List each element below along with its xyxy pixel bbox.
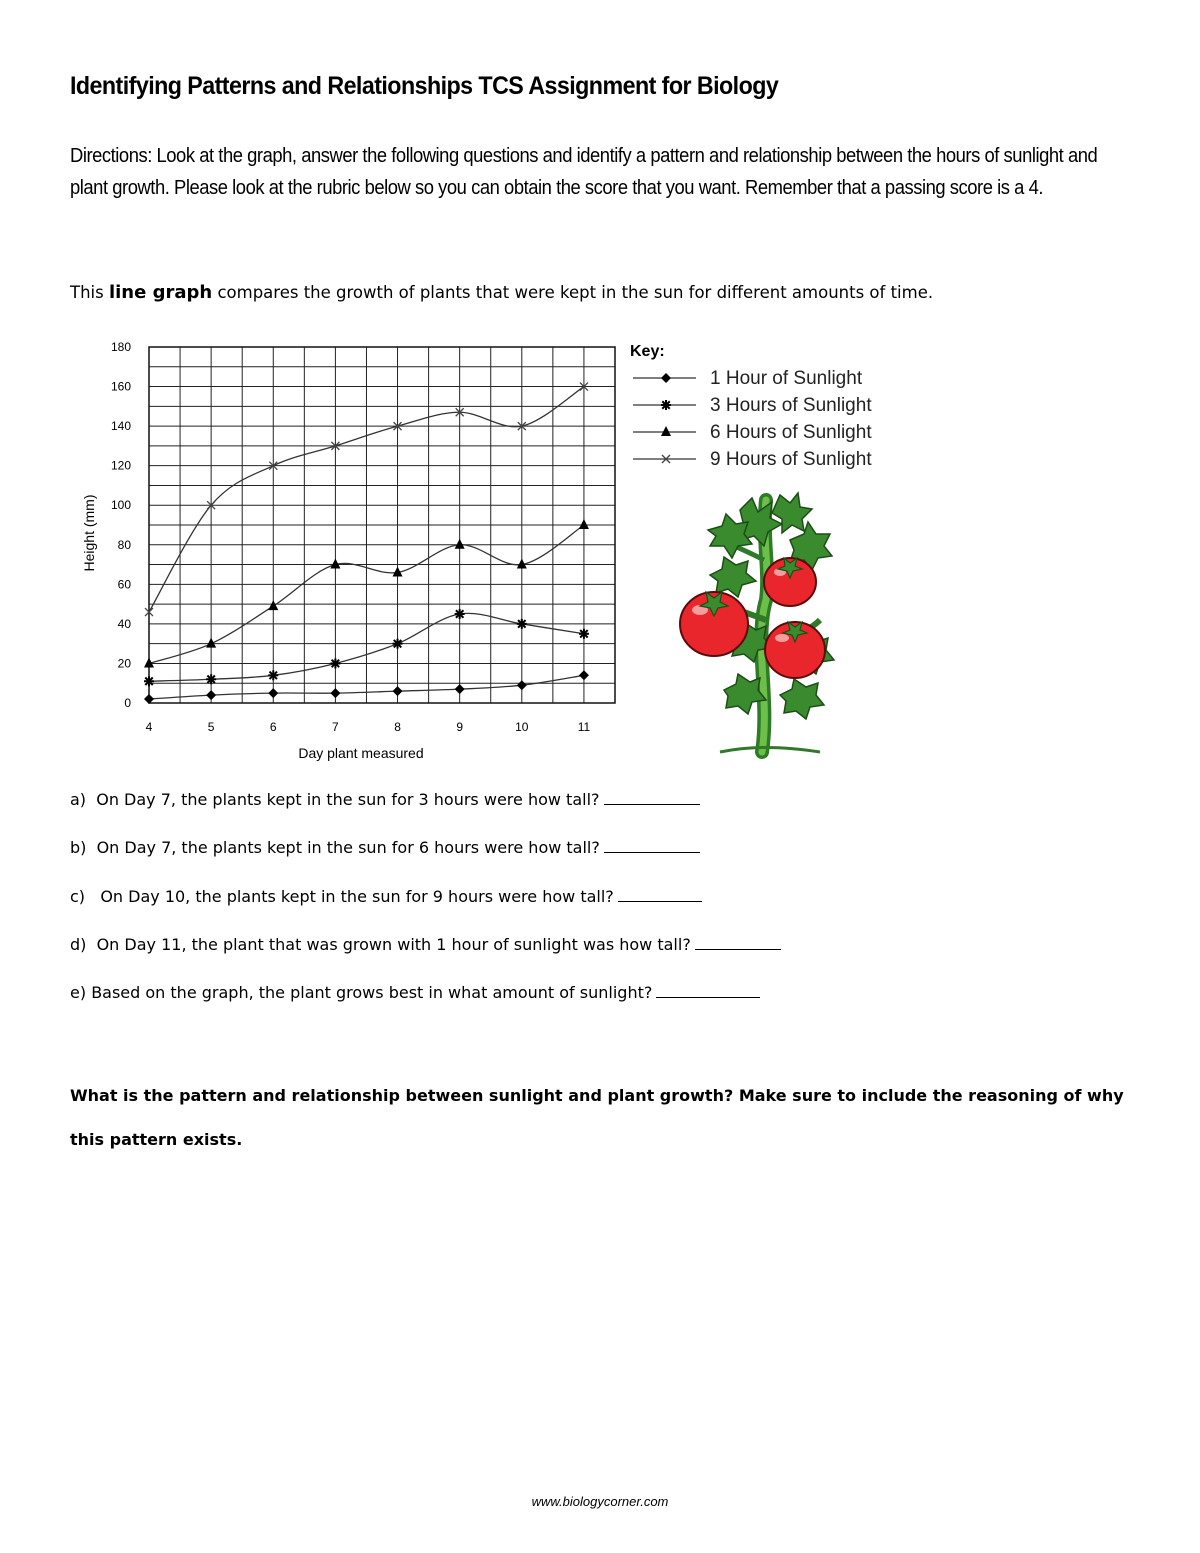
chart-figure bbox=[70, 330, 970, 770]
question-b bbox=[70, 838, 1070, 857]
legend-marker bbox=[661, 400, 671, 410]
y-tick-label: 100 bbox=[110, 498, 131, 513]
question-label: c) bbox=[70, 887, 86, 906]
data-point bbox=[330, 688, 340, 698]
data-point bbox=[393, 686, 403, 696]
data-point bbox=[517, 680, 527, 690]
line-chart bbox=[70, 330, 970, 770]
question-label: b) bbox=[70, 838, 87, 857]
y-tick-label: 160 bbox=[110, 379, 131, 394]
data-point bbox=[455, 539, 465, 549]
y-tick-label: 0 bbox=[124, 696, 131, 710]
intro-text bbox=[70, 282, 1120, 303]
directions-text: Directions: Look at the graph, answer the following questions and identify a pattern and relationship between the hours of sunlight and plant growth. Please look at the rubric below so you can obtain the score that you want. Remember that a passing score is a 4. bbox=[70, 145, 1098, 199]
intro-suffix: compares the growth of plants that were kept in the sun for different amounts of time. bbox=[212, 283, 934, 302]
y-tick-label: 20 bbox=[117, 656, 131, 671]
question-label: a) bbox=[70, 790, 87, 809]
legend-label: 6 Hours of Sunlight bbox=[710, 422, 872, 443]
y-tick-label: 140 bbox=[110, 419, 131, 434]
data-point bbox=[455, 684, 465, 694]
question-d bbox=[70, 935, 1070, 954]
x-tick-label: 6 bbox=[269, 720, 277, 734]
question-text: On Day 10, the plants kept in the sun for 9 hours were how tall? bbox=[100, 887, 614, 906]
x-tick-label: 11 bbox=[577, 720, 591, 734]
chart-legend bbox=[633, 368, 872, 470]
legend-item bbox=[633, 368, 863, 389]
final-question: What is the pattern and relationship between sunlight and plant growth? Make sure to include the reasoning of why this pattern exists. bbox=[70, 1086, 1124, 1149]
y-tick-label: 120 bbox=[110, 458, 131, 473]
x-tick-label: 9 bbox=[456, 720, 464, 734]
legend-item bbox=[633, 422, 872, 443]
answer-blank-b[interactable] bbox=[604, 838, 700, 853]
data-point bbox=[579, 670, 589, 680]
x-tick-label: 8 bbox=[394, 720, 401, 734]
data-point bbox=[579, 519, 589, 529]
legend-marker bbox=[661, 373, 671, 383]
answer-blank-a[interactable] bbox=[604, 790, 700, 805]
data-point bbox=[268, 600, 278, 610]
data-point bbox=[206, 674, 216, 684]
question-label: d) bbox=[70, 935, 87, 954]
data-point bbox=[268, 670, 278, 680]
intro-bold: line graph bbox=[108, 282, 213, 303]
legend-label: 1 Hour of Sunlight bbox=[710, 368, 863, 389]
y-tick-label: 40 bbox=[117, 616, 131, 631]
data-point bbox=[330, 658, 340, 668]
question-e bbox=[70, 983, 1070, 1002]
answer-blank-c[interactable] bbox=[618, 887, 702, 902]
legend-item bbox=[633, 395, 872, 416]
data-point bbox=[579, 629, 589, 639]
page-title: Identifying Patterns and Relationships TCS Assignment for Biology bbox=[70, 72, 779, 100]
question-label: e) bbox=[70, 983, 87, 1002]
x-tick-label: 7 bbox=[332, 720, 339, 734]
y-tick-label: 180 bbox=[110, 340, 131, 354]
answer-blank-e[interactable] bbox=[656, 983, 760, 998]
question-text: On Day 7, the plants kept in the sun for 3 hours were how tall? bbox=[96, 790, 600, 809]
y-tick-label: 80 bbox=[117, 537, 131, 552]
legend-marker bbox=[661, 426, 671, 436]
question-text: Based on the graph, the plant grows best in what amount of sunlight? bbox=[91, 983, 653, 1002]
y-axis-label: Height (mm) bbox=[81, 494, 97, 572]
x-tick-label: 10 bbox=[515, 720, 529, 734]
question-text: On Day 11, the plant that was grown with 1 hour of sunlight was how tall? bbox=[96, 935, 691, 954]
intro-prefix: This bbox=[70, 283, 109, 302]
legend-item bbox=[633, 449, 872, 470]
data-point bbox=[517, 619, 527, 629]
x-tick-label: 4 bbox=[145, 720, 153, 734]
data-point bbox=[206, 690, 216, 700]
x-tick-label: 5 bbox=[207, 720, 215, 734]
tomato-plant-illustration bbox=[680, 493, 834, 752]
data-point bbox=[393, 639, 403, 649]
chart-axes bbox=[111, 340, 591, 734]
x-axis-label: Day plant measured bbox=[298, 745, 424, 761]
question-c bbox=[70, 887, 1070, 906]
question-a bbox=[70, 790, 1070, 809]
footer-url: www.biologycorner.com bbox=[531, 1494, 669, 1509]
legend-label: 9 Hours of Sunlight bbox=[710, 449, 872, 470]
answer-blank-d[interactable] bbox=[695, 935, 781, 950]
data-point bbox=[268, 688, 278, 698]
legend-title: Key: bbox=[630, 343, 665, 360]
data-point bbox=[144, 676, 154, 686]
data-point bbox=[455, 609, 465, 619]
question-text: On Day 7, the plants kept in the sun for 6 hours were how tall? bbox=[96, 838, 600, 857]
y-tick-label: 60 bbox=[117, 577, 131, 592]
legend-label: 3 Hours of Sunlight bbox=[710, 395, 872, 416]
